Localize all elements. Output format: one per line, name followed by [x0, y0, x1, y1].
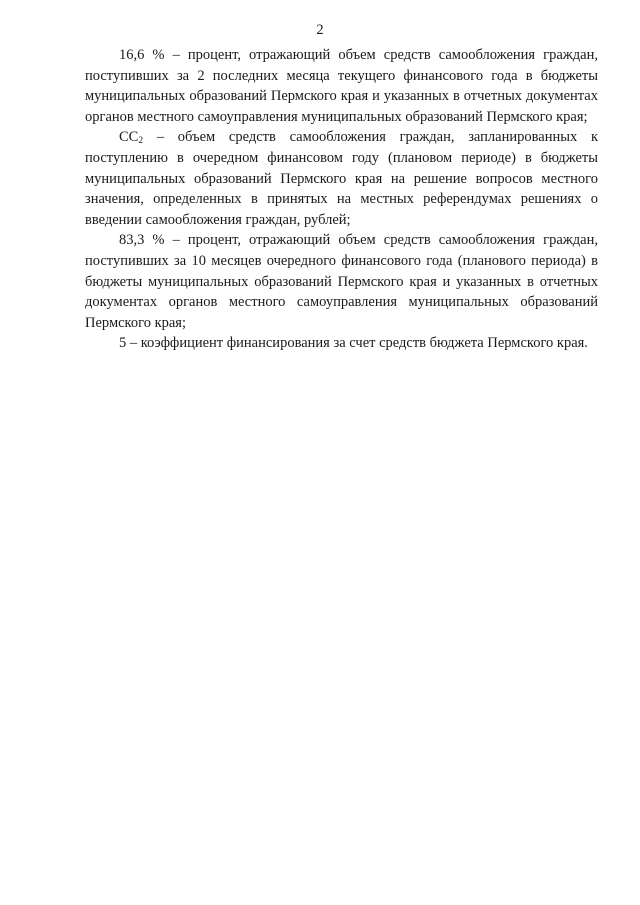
paragraph-cc2: [85, 127, 598, 230]
paragraph-16-6-percent: [85, 45, 598, 127]
paragraph-text: – коэффициент финансирования за счет средств бюджета Пермского края.: [126, 335, 588, 352]
paragraph-83-3-percent: [85, 230, 598, 333]
paragraph-text: – процент, отражающий объем средств самообложения граждан, поступивших за 2 последних месяца текущего финансового года в бюджеты муниципальных образований Пермского края и указанных в отчетных документах органов местного самоуправления муниципальных образований Пермского края;: [85, 47, 598, 125]
term-label: СС: [119, 129, 139, 146]
term-label: 5: [119, 335, 127, 352]
page-number: 2: [316, 22, 324, 38]
paragraph-text: – процент, отражающий объем средств самообложения граждан, поступивших за 10 месяцев очередного финансового года (планового периода) в бюджеты муниципальных образований Пермского края и указанных в отчетных документах органов местного самоуправления муниципальных образований Пермского края;: [85, 232, 598, 331]
paragraph-coefficient-5: [85, 333, 598, 354]
term-label: 83,3 %: [119, 232, 165, 249]
formula-term: [119, 232, 165, 248]
paragraph-text: – объем средств самообложения граждан, запланированных к поступлению в очередном финансовом году (плановом периоде) в бюджеты муниципальных образований Пермского края на решение вопросов местного значения, определенных в принятых на местных референдумах решениях о введении самообложения граждан, рублей;: [85, 129, 598, 228]
term-label: 16,6 %: [119, 47, 165, 63]
document-body: [85, 45, 598, 354]
formula-term: [119, 129, 143, 145]
formula-term: [119, 47, 165, 63]
term-subscript: 2: [138, 136, 144, 147]
